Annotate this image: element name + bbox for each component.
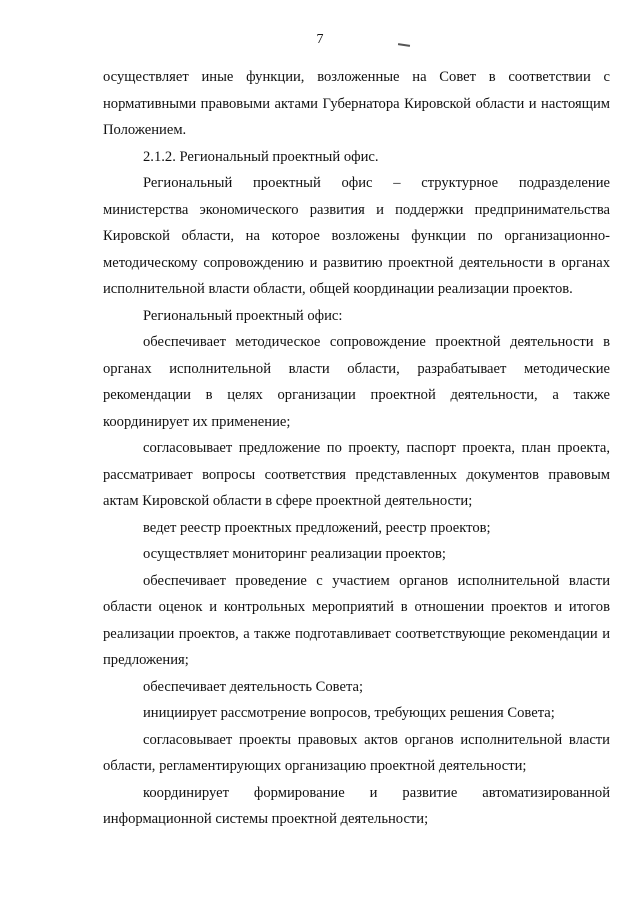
paragraph-continuation: осуществляет иные функции, возложенные на Совет в соответствии с нормативными правовыми актами Губернатора Кировской области и настоящим Положением. [103, 69, 610, 138]
list-item: обеспечивает методическое сопровождение проектной деятельности в органах исполнительной власти области, разрабатывает методические рекомендации в целях организации проектной деятельности, а также координирует их применение; [103, 334, 610, 430]
list-item: инициирует рассмотрение вопросов, требующих решения Совета; [143, 705, 555, 721]
list-item: согласовывает проекты правовых актов органов исполнительной власти области, регламентирующих организацию проектной деятельности; [103, 731, 610, 774]
section-heading: 2.1.2. Региональный проектный офис. [143, 148, 379, 165]
list-item: осуществляет мониторинг реализации проектов; [143, 546, 446, 562]
document-body [103, 64, 610, 833]
list-item: ведет реестр проектных предложений, реестр проектов; [143, 519, 491, 536]
list-item: координирует формирование и развитие автоматизированной информационной системы проектной деятельности; [103, 784, 610, 827]
page-number: 7 [316, 32, 324, 47]
list-item: согласовывает предложение по проекту, паспорт проекта, план проекта, рассматривает вопросы соответствия представленных документов правовым актам Кировской области в сфере проектной деятельности; [103, 440, 610, 509]
list-item: обеспечивает проведение с участием органов исполнительной власти области оценок и контрольных мероприятий в отношении проектов и итогов реализации проектов, а также подготавливает соответствующие рекомендации и предложения; [103, 572, 610, 668]
paragraph-list-intro: Региональный проектный офис: [143, 307, 343, 324]
list-item: обеспечивает деятельность Совета; [143, 678, 364, 695]
paragraph-definition: Региональный проектный офис – структурное подразделение министерства экономического развития и поддержки предпринимательства Кировской области, на которое возложены функции по организационно-методическому сопровождению и развитию проектной деятельности в органах исполнительной власти области, общей координации реализации проектов. [103, 175, 610, 297]
